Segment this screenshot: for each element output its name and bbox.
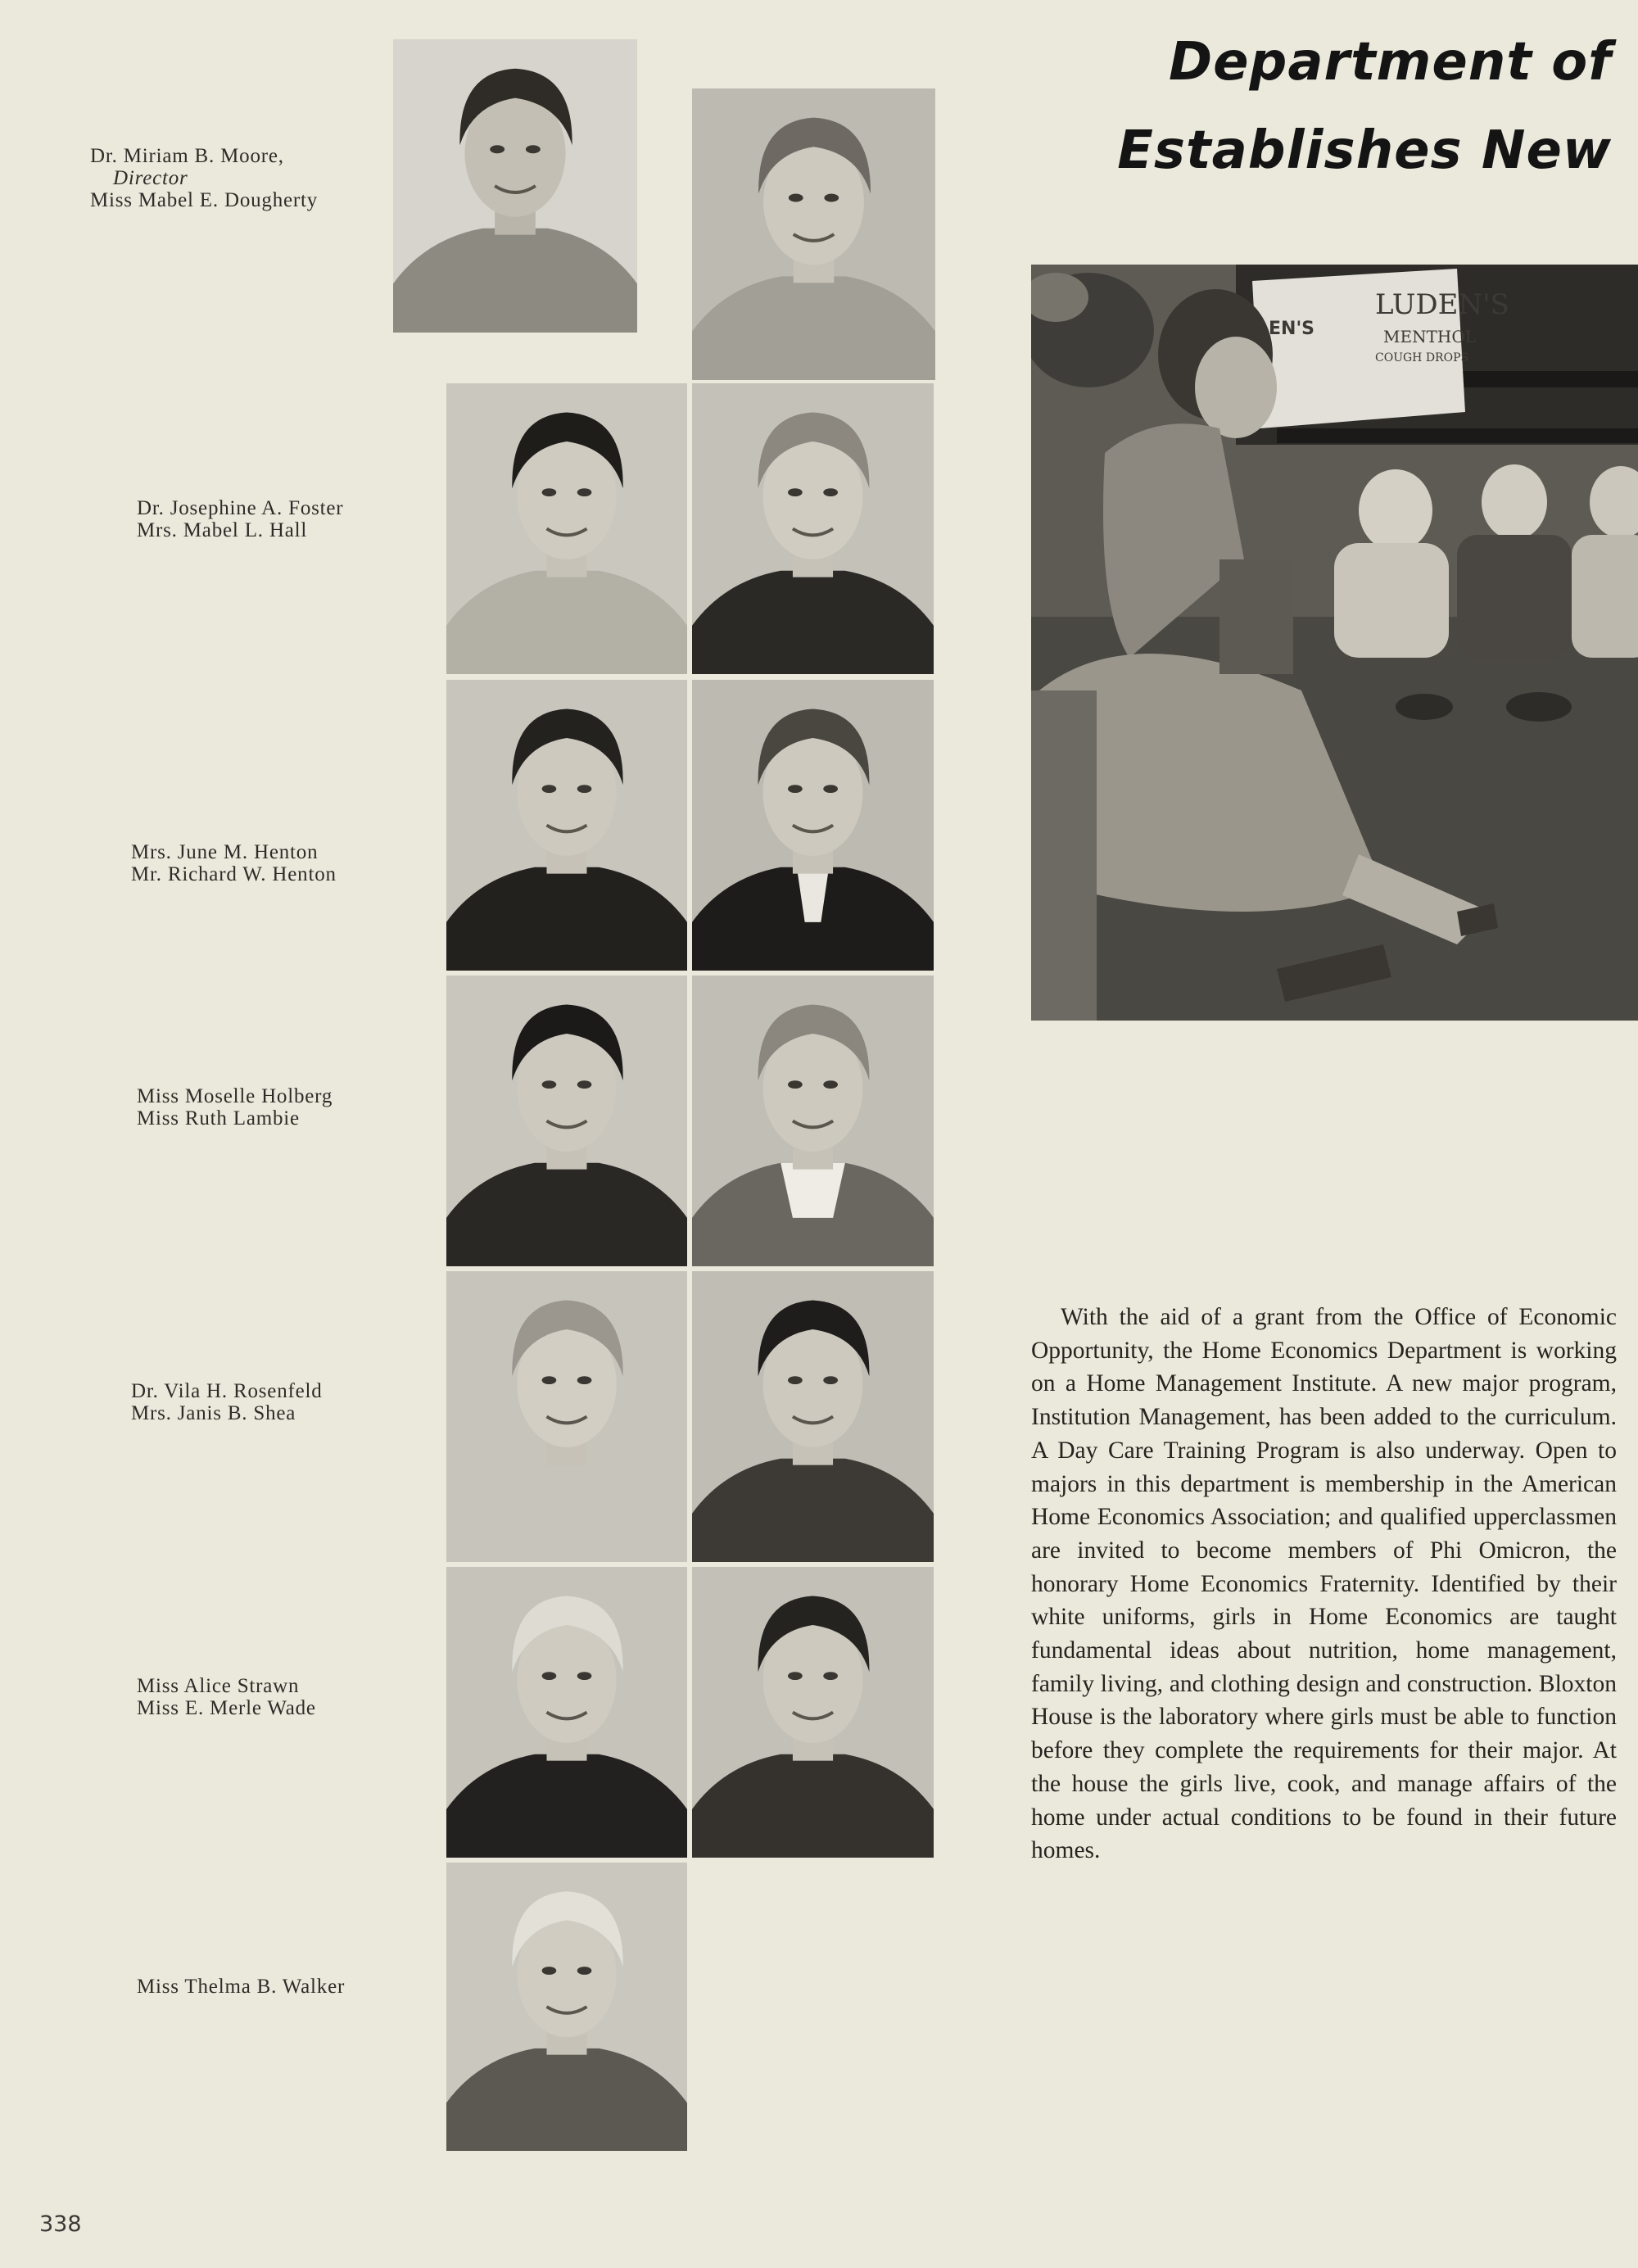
portrait-photo (446, 383, 687, 674)
caption-row-5 (131, 1380, 323, 1424)
portrait-photo (446, 1567, 687, 1858)
portrait-photo (446, 680, 687, 971)
caption-name: Miss Alice Strawn (137, 1675, 300, 1697)
portrait-image (446, 383, 687, 674)
box-brand-text: LUDEN'S (1375, 288, 1509, 321)
caption-name: Miss E. Merle Wade (137, 1697, 316, 1719)
portrait-photo (446, 1863, 687, 2151)
box-sub2-text: COUGH DROPS (1375, 351, 1469, 364)
page-heading (1117, 18, 1612, 195)
caption-name: Miss Thelma B. Walker (137, 1976, 346, 1998)
caption-name: Dr. Josephine A. Foster (137, 497, 344, 519)
portrait-image (692, 680, 934, 971)
portrait-image (446, 1863, 687, 2151)
box-sub-text: MENTHOL (1383, 327, 1477, 346)
classroom-photo-image (1031, 265, 1638, 1021)
caption-name: Mrs. June M. Henton (131, 841, 319, 863)
portrait-photo (692, 88, 935, 380)
caption-row-3 (131, 841, 337, 885)
classroom-photo (1031, 265, 1638, 1021)
body-paragraph: With the aid of a grant from the Office of Economic Opportunity, the Home Economics Department is working on a Home Management Institute. A new major program, Institution Management, has been added to the curriculum. A Day Care Training Program is also underway. Open to majors in this department is membership in the American Home Economics Association; and qualified upperclassmen are invited to become members of Phi Omicron, the honorary Home Economics Fraternity. Identified by their white uniforms, girls in Home Economics are taught fundamental ideas about nutrition, home management, family living, and clothing design and construction. Bloxton House is the laboratory where girls must be able to function before they complete the requirements for their major. At the house the girls live, cook, and manage affairs of the home under actual conditions to be found in their future homes. (1031, 1304, 1617, 1864)
portrait-image (692, 383, 934, 674)
caption-name: Miss Moselle Holberg (137, 1085, 333, 1107)
caption-name: Miss Mabel E. Dougherty (90, 189, 319, 211)
heading-line-2: Establishes New (1117, 120, 1612, 181)
portrait-photo (692, 1567, 934, 1858)
caption-name: Dr. Miriam B. Moore, (90, 145, 284, 167)
portrait-photo (692, 383, 934, 674)
caption-row-4 (137, 1085, 333, 1129)
portrait-image (446, 1567, 687, 1858)
portrait-photo (446, 1271, 687, 1562)
caption-row-1 (90, 145, 318, 211)
caption-name: Mr. Richard W. Henton (131, 863, 337, 885)
heading-line-1: Department of (1168, 32, 1612, 93)
caption-title: Director (113, 167, 188, 189)
caption-row-2 (137, 497, 343, 541)
box-side-text: EN'S (1269, 319, 1315, 339)
portrait-image (446, 976, 687, 1266)
caption-row-6 (137, 1675, 316, 1719)
caption-row-7 (137, 1976, 345, 1998)
caption-name: Miss Ruth Lambie (137, 1107, 300, 1129)
portrait-image (692, 1271, 934, 1562)
portrait-image (446, 680, 687, 971)
portrait-photo (393, 39, 637, 333)
portrait-image (692, 88, 935, 380)
portrait-photo (446, 976, 687, 1266)
portrait-photo (692, 680, 934, 971)
caption-name: Mrs. Janis B. Shea (131, 1402, 296, 1424)
portrait-image (692, 976, 934, 1266)
caption-name: Dr. Vila H. Rosenfeld (131, 1380, 323, 1402)
page-number: 338 (39, 2211, 82, 2237)
portrait-image (393, 39, 637, 333)
portrait-image (692, 1567, 934, 1858)
portrait-image (446, 1271, 687, 1562)
caption-name: Mrs. Mabel L. Hall (137, 519, 308, 541)
portrait-photo (692, 1271, 934, 1562)
portrait-photo (692, 976, 934, 1266)
